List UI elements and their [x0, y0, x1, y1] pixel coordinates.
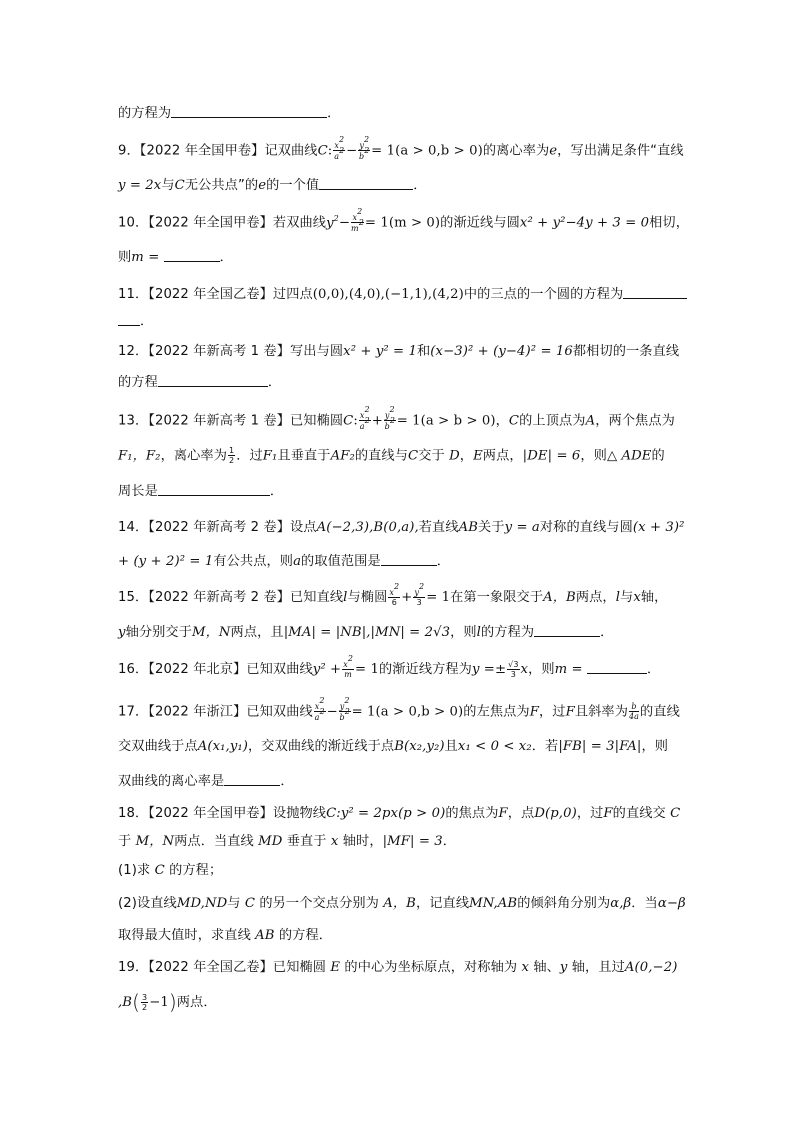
text: 的直线交 [612, 806, 666, 821]
text: 13．【2022 年新高考 1 卷】已知椭圆 [118, 413, 344, 429]
math: + (y + 2)² = 1 [118, 554, 214, 569]
text: 的取值范围是 [301, 554, 381, 569]
math: F [498, 806, 508, 821]
text: 相切， [649, 215, 690, 231]
text: 的离心率为 [482, 143, 550, 159]
math: D [449, 448, 460, 464]
text: 轴， [640, 590, 668, 605]
text-line [118, 772, 294, 792]
question-14 [118, 518, 685, 538]
text: 且 [444, 739, 458, 754]
math: C [244, 896, 256, 911]
fraction: $\frac{x^2}{a^2}$ [314, 696, 325, 722]
math: = 1(a > 0,b > 0) [371, 143, 483, 159]
text: 与 [161, 178, 175, 193]
question-18 [118, 804, 680, 824]
math: (0,0),(4,0),(−1,1),(4,2) [312, 287, 464, 302]
answer-blank [587, 660, 647, 674]
text: 都相切的一条直线 [572, 344, 680, 359]
text: 的焦点为 [445, 806, 499, 821]
text: 两点， [482, 448, 523, 464]
answer-blank [381, 552, 437, 566]
math: m = [554, 662, 583, 677]
math: MN,AB [469, 896, 518, 911]
math: A，B [383, 896, 416, 911]
answer-blank [224, 772, 280, 786]
math: x² + y² = 1 [343, 344, 417, 359]
text: 的直线与 [354, 448, 408, 464]
text-line [118, 176, 427, 196]
math: A(−2,3),B(0,a), [316, 520, 419, 535]
text: 于 [118, 834, 132, 849]
math: D(p,0) [534, 806, 577, 821]
math: a [293, 554, 302, 569]
math: |FB| = 3|FA| [558, 739, 642, 754]
math: AB [458, 520, 479, 535]
text: 交于 [418, 448, 445, 464]
fraction: $\frac{x^2}{m^2}$ [351, 207, 364, 233]
text: 关于 [478, 520, 505, 535]
fraction: $\frac{y^2}{3}$ [414, 582, 425, 607]
text: ，记直线 [415, 896, 470, 911]
fraction: $\frac{3}{2}$ [142, 992, 148, 1012]
text: ，写出满足条件“直线 [557, 143, 684, 159]
answer-blank [158, 482, 270, 496]
text: ，离心率为 [160, 448, 227, 464]
text: 18．【2022 年全国甲卷】设抛物线 [118, 806, 327, 821]
text: 的上顶点为 [519, 413, 586, 429]
text: 两点． [176, 995, 217, 1010]
fraction: $\frac{y^2}{b^2}$ [384, 405, 396, 431]
math: F [529, 704, 539, 720]
answer-blank [118, 312, 140, 326]
math: e [549, 143, 558, 159]
text-line [118, 926, 332, 946]
math: (x−3)² + (y−4)² = 16 [430, 344, 573, 359]
text: ． [269, 484, 284, 499]
math: |MA| = |NB|,|MN| = 2√3 [283, 625, 451, 640]
text-line [118, 861, 222, 881]
text: ． [442, 834, 457, 849]
fraction: $\frac{y^2}{b^2}$ [339, 696, 350, 722]
question-9: 9．【2022 年全国甲卷】记双曲线C: $\frac{x^2}{a^2}$ − $\frac{y^2}{b^2}$ = 1(a > 0,b > 0)的离心率为e，写出满足条件“直线 [118, 135, 684, 161]
math: C [154, 863, 165, 878]
answer-blank [623, 285, 687, 299]
text: ． [280, 774, 294, 789]
text: ． [436, 554, 451, 569]
text: 17．【2022 年浙江】已知双曲线 [118, 704, 313, 720]
text: 垂直于 [286, 834, 327, 849]
question-19 [118, 958, 677, 978]
text-line [118, 552, 450, 572]
answer-blank [534, 623, 600, 637]
text: 交双曲线于点 [118, 739, 198, 754]
text: 两点，且 [230, 625, 284, 640]
text: ． [140, 314, 154, 329]
text: 与椭圆 [347, 590, 388, 605]
text: 的中心为坐标原点，对称轴为 [344, 960, 518, 975]
math: M，N [192, 625, 231, 640]
text: 和 [417, 344, 431, 359]
math: m = [131, 250, 160, 265]
math: l [476, 625, 481, 640]
math: x [521, 960, 530, 975]
text: ． [413, 178, 427, 193]
text: ，则 [450, 625, 477, 640]
text: 对称的直线与圆 [539, 520, 633, 535]
answer-blank [164, 248, 220, 262]
text: 15．【2022 年新高考 2 卷】已知直线 [118, 590, 344, 605]
text: 的另一个交点分别为 [259, 896, 379, 911]
text: 的直线 [640, 704, 680, 720]
math: l [615, 590, 621, 605]
math: C [508, 413, 520, 429]
text: ． [327, 106, 341, 121]
text-line [118, 894, 686, 914]
math: = 1 [426, 590, 451, 605]
text: 中的三点的一个圆的方程为 [463, 287, 624, 302]
math: B(x₂,y₂) [394, 739, 445, 754]
math: A [585, 413, 596, 429]
question-16 [118, 654, 661, 680]
math: e [258, 178, 267, 193]
fraction: $\frac{x^2}{6}$ [389, 582, 400, 607]
math: C [670, 806, 681, 821]
text: 的方程． [278, 928, 333, 943]
text-line [118, 312, 153, 332]
text: 9．【2022 年全国甲卷】记双曲线 [118, 143, 318, 159]
math: y [559, 960, 568, 975]
text-line [118, 623, 613, 643]
text: ，点 [507, 806, 535, 821]
text: 16．【2022 年北京】已知双曲线 [118, 662, 313, 677]
text: 两点．当直线 [174, 834, 254, 849]
text: 11．【2022 年全国乙卷】过四点 [118, 287, 313, 302]
text-line [118, 248, 233, 268]
text: 两点， [575, 590, 616, 605]
text: 的方程为 [481, 625, 535, 640]
answer-blank [158, 373, 268, 387]
text: 且斜率为 [574, 704, 628, 720]
text-line [118, 737, 668, 757]
text: ． [600, 625, 614, 640]
text: 的左焦点为 [463, 704, 530, 720]
answer-blank [171, 104, 327, 118]
text-line [118, 832, 456, 852]
math: |DE| = 6 [522, 448, 581, 464]
text: ，则 [528, 662, 555, 677]
math: MD,ND [176, 896, 228, 911]
text: 的一个值 [266, 178, 320, 193]
math: x [330, 834, 339, 849]
answer-blank [319, 176, 413, 190]
text: 的渐近线方程为 [378, 662, 472, 677]
math: x [633, 590, 641, 605]
math: = 1(a > b > 0) [396, 413, 496, 429]
text: (2)设直线 [118, 896, 177, 911]
question-11 [118, 285, 687, 305]
math: y [118, 625, 126, 640]
math: AB [255, 928, 275, 943]
question-17: 17．【2022 年浙江】已知双曲线 $\frac{x^2}{a^2}$ − $\frac{y^2}{b^2}$ = 1(a > 0,b > 0)的左焦点为F，过F且斜率为 $\frac{b}{4a}$ 的直线 [118, 696, 680, 722]
math: = 1(a > 0,b > 0) [351, 704, 464, 720]
text: 双曲线的离心率是 [118, 774, 225, 789]
math: y = a [504, 520, 540, 535]
fraction: $\frac{y^2}{b^2}$ [359, 135, 370, 161]
text: 与 [620, 590, 634, 605]
text: ，过 [576, 806, 604, 821]
text: 则 [118, 250, 132, 265]
text: ． [219, 250, 233, 265]
math: x² + y²−4y + 3 = 0 [519, 215, 650, 231]
text: 周长是 [118, 484, 158, 499]
text-line [118, 482, 283, 502]
math: y² + [312, 662, 342, 677]
math: y =± [471, 662, 507, 677]
text-line [118, 373, 281, 393]
text: 19．【2022 年全国乙卷】已知椭圆 [118, 960, 327, 975]
math: x [520, 662, 529, 677]
text: ，则 [641, 739, 669, 754]
text: ，交双曲线的渐近线于点 [248, 739, 395, 754]
question-12 [118, 342, 679, 362]
math: C [343, 413, 354, 429]
math: C [317, 143, 328, 159]
text: 取得最大值时，求直线 [118, 928, 251, 943]
text: 的方程为 [118, 106, 172, 121]
text: 的方程； [169, 863, 223, 878]
math: ,B [118, 995, 133, 1010]
text: 的渐近线与圆 [440, 215, 520, 231]
math: y = 2x [118, 178, 162, 193]
text: ．当 [631, 896, 658, 911]
math: A(x₁,y₁) [197, 739, 249, 754]
text: ，两个焦点为 [595, 413, 675, 429]
math: F₁ [262, 448, 278, 464]
text: ．过 [236, 448, 263, 464]
text: 在第一象限交于 [450, 590, 544, 605]
math: F₁，F₂ [118, 448, 161, 464]
text: ，则 [580, 448, 607, 464]
text: ， [495, 413, 509, 429]
text: 有公共点，则 [213, 554, 294, 569]
text: 的倾斜角分别为 [517, 896, 611, 911]
math: C:y² = 2px(p > 0) [326, 806, 446, 821]
text: ． [646, 662, 661, 677]
text: ． [267, 375, 282, 390]
text: 的方程 [118, 375, 158, 390]
text: 轴分别交于 [125, 625, 192, 640]
question-13: 13．【2022 年新高考 1 卷】已知椭圆C: $\frac{x^2}{a^2}$ + $\frac{y^2}{b^2}$ = 1(a > b > 0)，C的上顶点为A，两个焦点为 [118, 405, 675, 431]
question-10: 10．【2022 年全国甲卷】若双曲线$y^2-$ $\frac{x^2}{m^2}$ = 1(m > 0)的渐近线与圆x² + y²−4y + 3 = 0相切， [118, 207, 690, 233]
math: F [603, 806, 613, 821]
text: 若直线 [418, 520, 459, 535]
text: 轴，且过 [571, 960, 625, 975]
math: = 1(m > 0) [364, 215, 441, 231]
fraction: $\frac{b}{4a}$ [628, 702, 640, 721]
math: −1 [149, 995, 169, 1010]
math: x₁ < 0 < x₂ [457, 739, 532, 754]
text: 且垂直于 [277, 448, 331, 464]
math: E [473, 448, 483, 464]
text: 10．【2022 年全国甲卷】若双曲线 [118, 215, 327, 231]
text: 轴、 [533, 960, 560, 975]
text-line [118, 104, 340, 124]
text: 12．【2022 年新高考 1 卷】写出与圆 [118, 344, 344, 359]
text: 无公共点”的 [184, 178, 259, 193]
math: A(0,−2) [624, 960, 678, 975]
fraction: $\frac{1}{2}$ [229, 446, 235, 465]
math: α−β [657, 896, 686, 911]
fraction: $\frac{x^2}{a^2}$ [334, 135, 345, 161]
math: = 1 [355, 662, 379, 677]
text-line: ,B( $\frac{3}{2}$ −1)两点． [118, 990, 217, 1014]
math: △ ADE [606, 448, 652, 464]
math: E [330, 960, 341, 975]
math: A，B [543, 590, 576, 605]
math: F [565, 704, 575, 720]
fraction: $\frac{x^2}{a^2}$ [359, 405, 370, 431]
text: (1)求 [118, 863, 151, 878]
math: M，N [135, 834, 175, 849]
text: ．若 [531, 739, 559, 754]
math: l [343, 590, 348, 605]
math: C [408, 448, 419, 464]
math: |MF| = 3 [382, 834, 443, 849]
text: 与 [227, 896, 241, 911]
text: ，过 [538, 704, 566, 720]
text: 轴时， [342, 834, 383, 849]
math: AF₂ [330, 448, 355, 464]
fraction: $\frac{x^2}{m}$ [343, 654, 354, 679]
math: (x + 3)² [632, 520, 685, 535]
fraction: $\frac{√3}{3}$ [508, 659, 519, 679]
math: α,β [610, 896, 632, 911]
question-15: 15．【2022 年新高考 2 卷】已知直线l与椭圆 $\frac{x^2}{6}$ + $\frac{y^2}{3}$ = 1在第一象限交于A，B两点，l与x轴， [118, 582, 668, 607]
math: C [174, 178, 185, 193]
text-line: F₁，F₂，离心率为 $\frac{1}{2}$ ．过F₁且垂直于AF₂的直线与C交于 D，E两点，|DE| = 6，则△ ADE的 [118, 446, 665, 465]
text: 14．【2022 年新高考 2 卷】设点 [118, 520, 317, 535]
math: MD [258, 834, 283, 849]
